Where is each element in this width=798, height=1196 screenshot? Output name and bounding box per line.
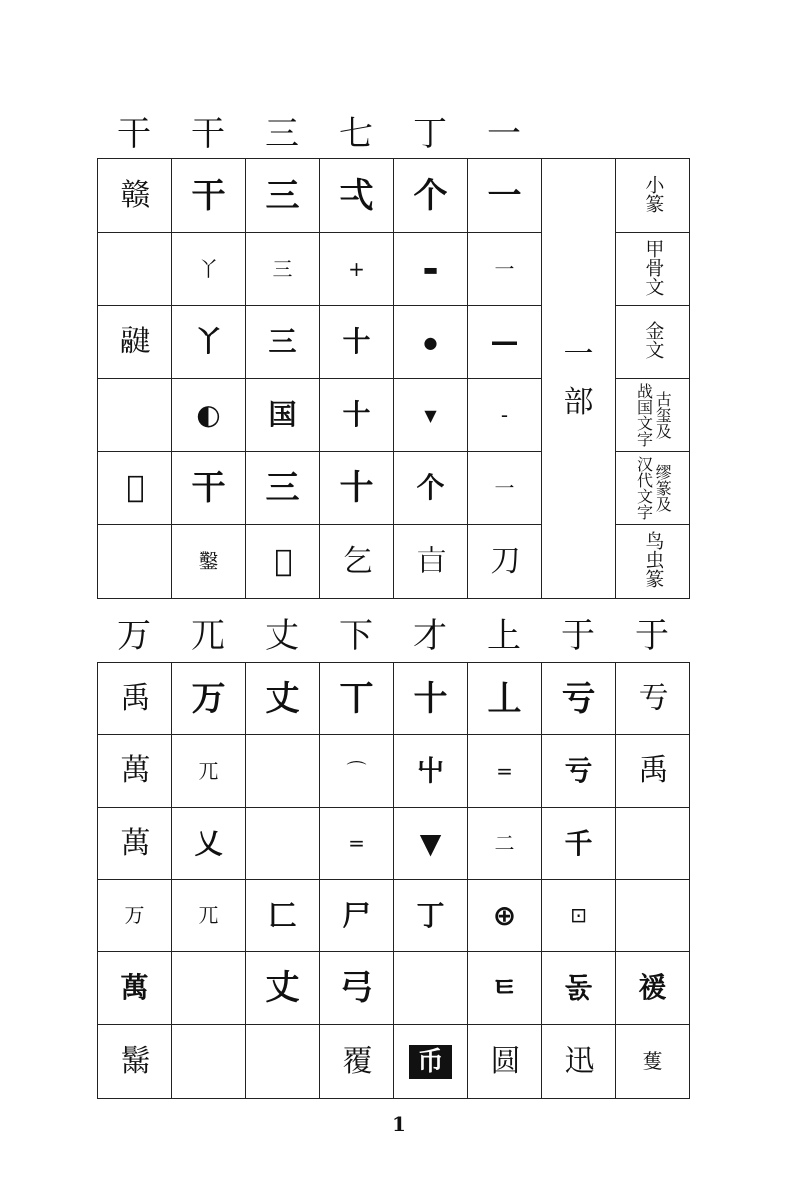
header-char: 丈 [265, 616, 299, 656]
glyph-cell: 鑿 [172, 525, 246, 599]
glyph-cell: 一 [468, 159, 542, 233]
header-char: 才 [413, 616, 447, 656]
header-char: 兀 [191, 616, 225, 656]
glyph-cell: 十 [320, 452, 394, 525]
glyph-cell: ◐ [172, 379, 246, 452]
header-char: 于 [635, 616, 669, 656]
glyph-cell: 万 [172, 663, 246, 735]
bottom-header-characters [97, 614, 689, 658]
header-char: 下 [339, 616, 373, 656]
glyph-cell: 兀 [172, 880, 246, 952]
glyph-cell: 亐 [616, 663, 690, 735]
header-char: 一 [487, 114, 521, 154]
glyph-cell: 丈 [246, 952, 320, 1025]
glyph-cell: 萬 [98, 735, 172, 808]
header-char: 三 [265, 114, 299, 154]
header-char: 干 [117, 114, 151, 154]
glyph-cell: 萬 [98, 952, 172, 1025]
glyph-cell: 刀 [468, 525, 542, 599]
glyph-cell [172, 1025, 246, 1099]
radical-char: 一 [563, 336, 594, 372]
glyph-cell: 弓 [320, 952, 394, 1025]
glyph-cell: 萬 [98, 808, 172, 880]
bottom-character-table [97, 662, 690, 1099]
glyph-cell [246, 735, 320, 808]
glyph-cell: ▬ [394, 233, 468, 306]
glyph-cell: 蒦 [616, 1025, 690, 1099]
top-character-table [97, 158, 690, 599]
glyph-cell: 𧆞 [246, 525, 320, 599]
glyph-cell: 三 [246, 233, 320, 306]
glyph-cell: 丫 [172, 306, 246, 379]
glyph-cell: 乂 [172, 808, 246, 880]
glyph-cell: ⊕ [468, 880, 542, 952]
glyph-cell: 一 [468, 452, 542, 525]
glyph-cell: 丄 [468, 663, 542, 735]
glyph-cell: 禐 [616, 952, 690, 1025]
glyph-cell: 个 [394, 452, 468, 525]
glyph-cell: ▼ [394, 379, 468, 452]
glyph-cell: 匚 [246, 880, 320, 952]
radical-cell [542, 159, 616, 599]
glyph-cell: 一 [468, 233, 542, 306]
glyph-cell: 丫 [172, 233, 246, 306]
glyph-cell: ⊡ [542, 880, 616, 952]
glyph-cell: 兀 [172, 735, 246, 808]
glyph-cell: 丅 [320, 663, 394, 735]
glyph-cell [616, 880, 690, 952]
glyph-cell: 禹 [98, 663, 172, 735]
glyph-cell: ● [394, 306, 468, 379]
label-cell: 缪篆及 汉代文字 [616, 452, 690, 525]
glyph-cell: + [320, 233, 394, 306]
glyph-cell: 禹 [616, 735, 690, 808]
label-cell: 金文 [616, 306, 690, 379]
glyph-cell [246, 1025, 320, 1099]
glyph-cell: 丁 [394, 880, 468, 952]
header-char: 万 [117, 616, 151, 656]
header-char: 丁 [413, 114, 447, 154]
glyph-cell: 万 [98, 880, 172, 952]
top-header-characters [97, 112, 541, 156]
glyph-cell: = [468, 735, 542, 808]
glyph-cell: 돐 [542, 952, 616, 1025]
glyph-cell: 干 [172, 452, 246, 525]
glyph-cell: 𩱃 [98, 306, 172, 379]
header-char: 上 [487, 616, 521, 656]
radical-word: 部 [563, 384, 594, 420]
glyph-cell: 弌 [320, 159, 394, 233]
glyph-cell: 千 [542, 808, 616, 880]
header-char: 七 [339, 114, 373, 154]
page-number: 1 [392, 1112, 406, 1136]
glyph-cell: 二 [468, 808, 542, 880]
glyph-cell: 个 [394, 159, 468, 233]
glyph-cell: ▼ [394, 808, 468, 880]
glyph-cell [616, 808, 690, 880]
header-char: 干 [191, 114, 225, 154]
glyph-cell: 币 [394, 1025, 468, 1099]
label-cell: 小篆 [616, 159, 690, 233]
label-cell: 甲骨文 [616, 233, 690, 306]
glyph-cell: 十 [320, 379, 394, 452]
glyph-cell: 迅 [542, 1025, 616, 1099]
glyph-cell: 赣 [98, 159, 172, 233]
glyph-cell [98, 379, 172, 452]
glyph-cell: 𣅀 [394, 525, 468, 599]
glyph-cell: ⌒ [320, 735, 394, 808]
glyph-cell: 乞 [320, 525, 394, 599]
glyph-cell [172, 952, 246, 1025]
glyph-cell [98, 525, 172, 599]
glyph-cell: 覆 [320, 1025, 394, 1099]
glyph-cell: 亏 [542, 735, 616, 808]
glyph-cell: 三 [246, 452, 320, 525]
glyph-cell: 鬗 [98, 1025, 172, 1099]
glyph-cell: 屮 [394, 735, 468, 808]
glyph-cell [246, 808, 320, 880]
glyph-cell: 干 [172, 159, 246, 233]
glyph-cell: - [468, 379, 542, 452]
glyph-cell: — [468, 306, 542, 379]
glyph-cell: 国 [246, 379, 320, 452]
glyph-cell: 圆 [468, 1025, 542, 1099]
glyph-cell: 𥘿 [98, 452, 172, 525]
glyph-cell: 尸 [320, 880, 394, 952]
header-char: 于 [561, 616, 595, 656]
glyph-cell [394, 952, 468, 1025]
glyph-cell: 三 [246, 159, 320, 233]
glyph-cell: 丈 [246, 663, 320, 735]
label-cell: 古玺及 战国文字 [616, 379, 690, 452]
glyph-cell: 十 [320, 306, 394, 379]
glyph-cell: 亏 [542, 663, 616, 735]
glyph-cell: 十 [394, 663, 468, 735]
glyph-cell: ㅌ [468, 952, 542, 1025]
label-cell: 鸟虫篆 [616, 525, 690, 599]
glyph-cell [98, 233, 172, 306]
glyph-cell: 三 [246, 306, 320, 379]
glyph-cell: = [320, 808, 394, 880]
